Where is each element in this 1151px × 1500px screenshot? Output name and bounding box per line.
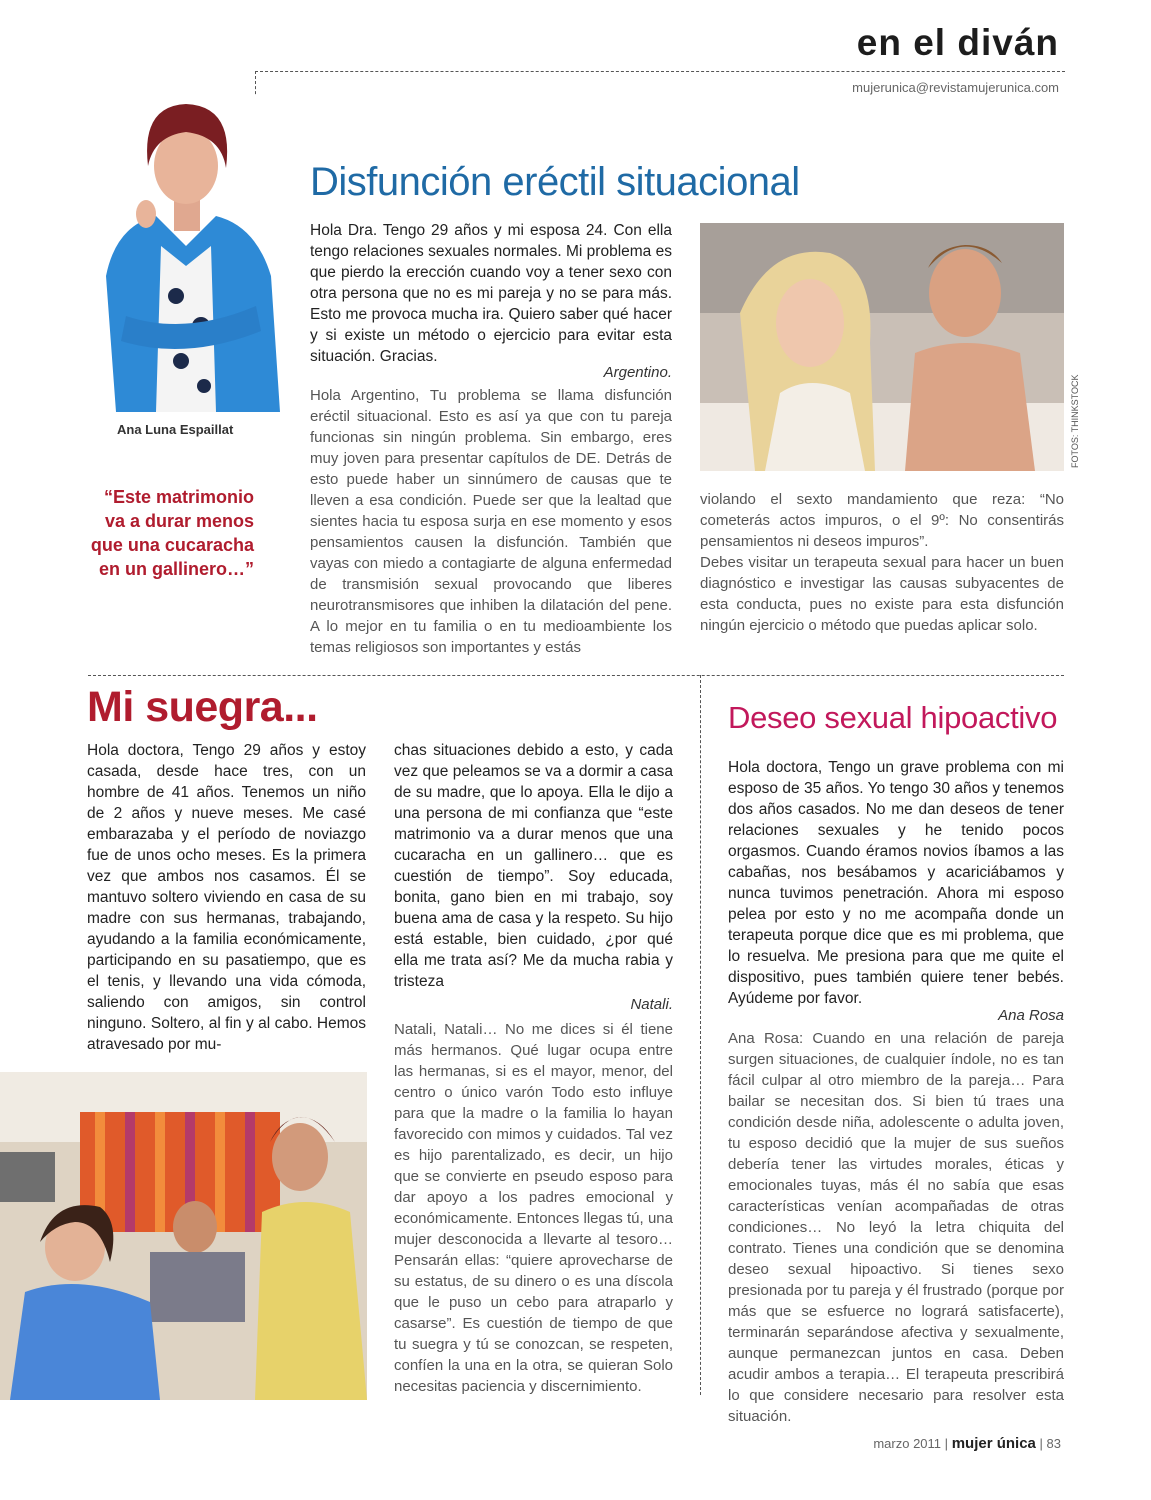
header-divider <box>255 71 1065 72</box>
article3-answer: Ana Rosa: Cuando en una relación de pareja surgen situaciones, de cualquier índole, no es tan fácil culpar al otro miembro de la pareja… Para bailar se necesitan dos. Si bien tú traes una condición desde niña, adolescente o adulta joven, tu esposo decidió que la mujer de sus sueños debería tener las virtudes morales, éticas y emocionales tuyas, más él no sabía que esas características venían acompañadas de otras condiciones… No leyó la letra chiquita del contrato. Tienes una condición que se denomina deseo sexual hipoactivo. Si tienes sexo presionada por tu pareja y él frustrado (porque por más que se esfuerce no logrará satisfacerte), terminarán separándose afectiva y sexualmente, aunque permanezcan juntos en casa. Deben acudir ambos a terapia… El terapeuta prescribirá lo que considere necesario para resolver esta situación. <box>728 1030 1064 1425</box>
article1-answer-left: Hola Argentino, Tu problema se llama disfunción eréctil situacional. Esto es así ya que con tu pareja funcionas sin ningún problema. Sin embargo, eres muy joven para presentar capítulos de DE. Detrás de esto puede haber un sinnúmero de causas que te lleven a esa condición. Puede ser que la lealtad que sientes hacia tu esposa surja en ese momento y esos pensamientos causen la disfunción. También que vayas con miedo a contagiarte de alguna enfermedad de transmisión sexual provocando que liberes neurotransmisores que inhiben la dilatación del pene. A lo mejor en tu familia o en tu medioambiente los temas religiosos son importantes y estás <box>310 387 672 656</box>
article2-question-col1: Hola doctora, Tengo 29 años y estoy casada, desde hace tres, con un hombre de 41 años. Tenemos un niño de 2 años y nueve meses. Me casé embarazaba y el período de noviazgo fue de unos ocho meses. Es la primera vez que ambos nos casamos. Él se mantuvo soltero viviendo en casa de su madre con sus hermanas, trabajando, ayudando a la familia económicamente, participando en su pasatiempo, que es el tenis, y llevando una vida cómoda, saliendo con amigos, sin control ninguno. Soltero, al fin y al cabo. Hemos atravesado por mu- <box>87 742 366 1053</box>
footer-separator-1: | <box>944 1436 949 1451</box>
page-number: 83 <box>1046 1436 1061 1451</box>
columnist-name: Ana Luna Espaillat <box>117 422 234 437</box>
footer-separator-2: | <box>1039 1436 1043 1451</box>
footer-month: marzo <box>873 1436 910 1451</box>
article3-title: Deseo sexual hipoactivo <box>728 700 1058 735</box>
article2-question-col2: chas situaciones debido a esto, y cada vez que peleamos se va a dormir a casa de su madre, que lo apoya. Ella le dijo a una persona de mi confianza que “este matrimonio va a durar menos que una cucaracha en un gallinero… que es cuestión de tiempo”. Soy educada, bonita, gano bien en mi trabajo, soy buena ama de casa y la respeto. Su hijo está estable, bien cuidado, ¿por qué ella me trata así? Me da mucha rabia y tristeza <box>394 742 673 990</box>
columnist-photo <box>86 96 280 412</box>
couple-photo <box>700 223 1064 471</box>
article1-answer-right-1: violando el sexto mandamiento que reza: “No cometerás actos impuros, o el 9º: No consentirás pensamientos ni deseos impuros”. <box>700 491 1064 550</box>
section-title: en el diván <box>856 22 1059 63</box>
article2-signature: Natali. <box>630 996 673 1013</box>
article2-answer: Natali, Natali… No me dices si él tiene más hermanos. Qué lugar ocupa entre las hermanas, si es el mayor, menor, del centro o único varón Todo esto influye para que la madre o la familia lo hayan favorecido con mimos y cuidados. Tal vez es hijo parentalizado, es decir, un hijo que se convierte en pseudo esposo para dar apoyo a los padres emocional y económicamente. Entonces llegas tú, una mujer desconocida a llevarte al tesoro… Pensarán ellas: “quiere aprovecharse de su estatus, de su dinero o es una díscola que le puso un cebo para atraparlo y casarse”. Es cuestión de tiempo de que tu suegra y tú se conozcan, se respeten, confíen la una en la otra, se quieran Solo necesitas paciencia y discernimiento. <box>394 1021 673 1395</box>
pull-quote: “Este matrimonio va a durar menos que una cucaracha en un gallinero…” <box>90 487 254 579</box>
footer-magazine: mujer única <box>951 1435 1036 1452</box>
contact-email[interactable]: mujerunica@revistamujerunica.com <box>852 80 1059 95</box>
mother-in-law-photo <box>0 1072 367 1400</box>
article3-signature: Ana Rosa <box>998 1007 1064 1024</box>
article1-signature: Argentino. <box>603 364 672 381</box>
photo-credit: FOTOS: THINKSTOCK <box>1070 374 1080 468</box>
article2-title: Mi suegra... <box>87 683 318 731</box>
page-footer <box>873 1435 1061 1452</box>
article1-question: Hola Dra. Tengo 29 años y mi esposa 24. Con ella tengo relaciones sexuales normales. Mi problema es que pierdo la erección cuando voy a tener sexo con otra persona que no es mi pareja y no se para más. Esto me provoca mucha ira. Quiero saber qué hacer y si existe un método o ejercicio para evitar esta situación. Gracias. <box>310 222 672 365</box>
article1-answer-right-2: Debes visitar un terapeuta sexual para hacer un buen diagnóstico e investigar las causas subyacentes de esta conducta, pues no existe para esta disfunción ningún ejercicio o método que puedas aplicar solo. <box>700 554 1064 634</box>
article3-question: Hola doctora, Tengo un grave problema con mi esposo de 35 años. Yo tengo 30 años y tenemos dos años casados. No me dan deseos de tener relaciones sexuales y he tenido pocos orgasmos. Cuando éramos novios íbamos a las cabañas, nos besábamos y acariciábamos y nunca tuvimos penetración. Ahora mi esposo pelea por esto y no me acompaña donde un terapeuta porque dice que es mi problema, que lo resuelva. Me presiona para que me quite el dispositivo, pues también quiere tener bebés. Ayúdeme por favor. <box>728 759 1064 1007</box>
footer-year: 2011 <box>913 1436 942 1451</box>
column-divider <box>700 675 701 1395</box>
article1-title: Disfunción eréctil situacional <box>310 160 800 204</box>
mid-divider <box>88 675 1064 676</box>
